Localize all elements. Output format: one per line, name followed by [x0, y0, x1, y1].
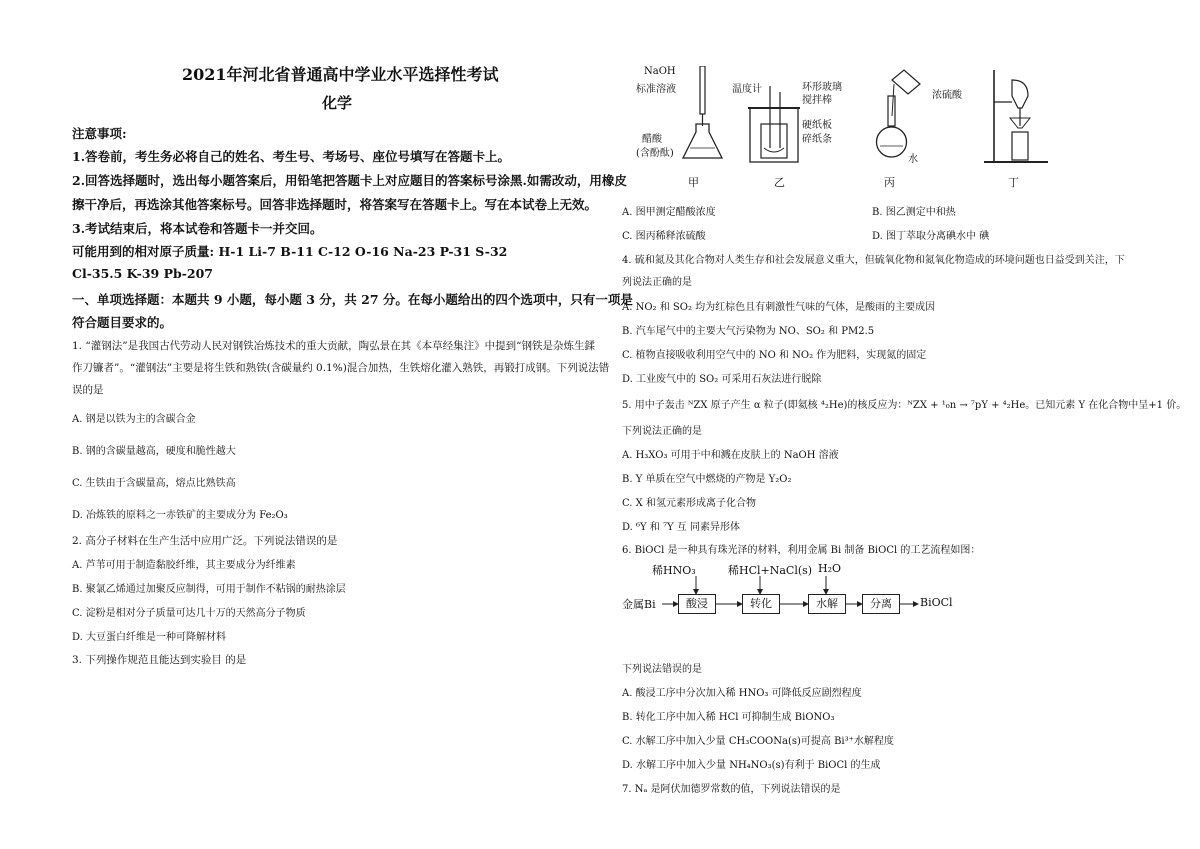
q4-option-a: A. NO₂ 和 SO₂ 均为红棕色且有刺激性气味的气体，是酸雨的主要成因: [622, 302, 936, 313]
fig-label-naoh: NaOH: [644, 66, 676, 77]
flow-arrows: [622, 562, 982, 622]
calorimeter-drawing: [748, 86, 802, 166]
fig-label-paper: 碎纸条: [802, 134, 832, 145]
subject-title: 化学: [322, 94, 353, 112]
q3-option-a: A. 图甲测定醋酸浓度: [622, 207, 716, 218]
q3-stem: 3. 下列操作规范且能达到实验目 的是: [72, 654, 247, 666]
q4-stem: 列说法正确的是: [622, 277, 692, 288]
q1-stem: 作刀镰者”。“灌钢法”主要是将生铁和熟铁(含碳量约 0.1%)混合加热，生铁熔化灌入熟铁，再锻打成钢。下列说法错: [72, 362, 610, 374]
q7-stem: 7. Nₐ 是阿伏加德罗常数的值，下列说法错误的是: [622, 784, 841, 795]
fig-label-h2so4: 浓硫酸: [932, 90, 962, 101]
flow-reagent-2: 稀HCl+NaCl(s): [728, 564, 813, 577]
q5-option-a: A. H₃XO₃ 可用于中和溅在皮肤上的 NaOH 溶液: [622, 450, 839, 461]
flow-reagent-3: H₂O: [818, 562, 842, 575]
q2-option-c: C. 淀粉是相对分子质量可达几十万的天然高分子物质: [72, 608, 306, 619]
fig-label-board: 硬纸板: [802, 120, 832, 131]
flow-step-separate: 分离: [862, 594, 900, 614]
q5-option-c: C. X 和氢元素形成离子化合物: [622, 498, 756, 509]
figure-yi: [732, 66, 882, 189]
q1-option-c: C. 生铁由于含碳量高，熔点比熟铁高: [72, 478, 236, 489]
fig-caption-yi: 乙: [774, 176, 785, 189]
dilution-drawing: [872, 66, 932, 166]
q6-ask: 下列说法错误的是: [622, 664, 702, 675]
fig-label-std: 标准溶液: [636, 84, 676, 95]
notice-heading: 注意事项:: [72, 126, 127, 141]
q2-option-a: A. 芦苇可用于制造黏胶纤维，其主要成分为纤维素: [72, 560, 296, 571]
q1-option-d: D. 冶炼铁的原料之一赤铁矿的主要成分为 Fe₂O₃: [72, 510, 288, 521]
notice-item: 1.答卷前，考生务必将自己的姓名、考生号、考场号、座位号填写在答题卡上。: [72, 149, 511, 164]
q4-option-c: C. 植物直接吸收利用空气中的 NO 和 NO₂ 作为肥料，实现氮的固定: [622, 350, 927, 361]
figure-bing: [872, 66, 982, 189]
atomic-masses: Cl-35.5 K-39 Pb-207: [72, 266, 213, 281]
q6-flow-diagram: [622, 562, 982, 622]
figure-ding: [982, 66, 1062, 189]
q1-option-b: B. 钢的含碳量越高，硬度和脆性越大: [72, 446, 236, 457]
flow-start: 金属Bi: [622, 598, 656, 611]
q6-option-a: A. 酸浸工序中分次加入稀 HNO₃ 可降低反应剧烈程度: [622, 688, 862, 699]
q6-option-b: B. 转化工序中加入稀 HCl 可抑制生成 BiONO₃: [622, 712, 835, 723]
q4-option-d: D. 工业废气中的 SO₂ 可采用石灰法进行脱除: [622, 374, 822, 385]
separatory-funnel-drawing: [982, 66, 1052, 166]
figure-jia: [636, 66, 736, 189]
flow-end: BiOCl: [920, 596, 953, 609]
fig-caption-bing: 丙: [884, 176, 895, 189]
q1-stem: 1. “灌钢法”是我国古代劳动人民对钢铁冶炼技术的重大贡献，陶弘景在其《本草经集注》中提到“钢铁是杂炼生鍒: [72, 340, 595, 352]
fig-label-thermo: 温度计: [732, 84, 762, 95]
burette-flask-drawing: [680, 66, 730, 166]
flow-step-hydrolysis: 水解: [808, 594, 846, 614]
section-heading: 一、单项选择题：本题共 9 小题，每小题 3 分，共 27 分。在每小题给出的四个选项中，只有一项是: [72, 292, 633, 307]
q6-option-c: C. 水解工序中加入少量 CH₃COONa(s)可提高 Bi³⁺水解程度: [622, 736, 894, 747]
q1-option-a: A. 钢是以铁为主的含碳合金: [72, 414, 196, 425]
q2-option-b: B. 聚氯乙烯通过加聚反应制得，可用于制作不粘锅的耐热涂层: [72, 584, 346, 595]
q6-stem: 6. BiOCl 是一种具有珠光泽的材料，利用金属 Bi 制备 BiOCl 的工艺流程如图：: [622, 545, 981, 556]
fig-label-acid: 醋酸: [642, 134, 662, 145]
fig-label-stirrer1: 环形玻璃: [802, 82, 842, 93]
q5-stem: 5. 用中子轰击 ᴺZX 原子产生 α 粒子(即氦核 ⁴₂He)的核反应为：ᴺZX + ¹₀n → ⁷pY + ⁴₂He。已知元素 Y 在化合物中呈+1 价。: [622, 400, 1187, 411]
notice-item: 2.回答选择题时，选出每小题答案后，用铅笔把答题卡上对应题目的答案标号涂黑.如需改动，用橡皮: [72, 173, 627, 188]
notice-item: 3.考试结束后，将本试卷和答题卡一并交回。: [72, 221, 323, 236]
flow-step-convert: 转化: [742, 594, 780, 614]
q2-stem: 2. 高分子材料在生产生活中应用广泛。下列说法错误的是: [72, 535, 338, 547]
q2-option-d: D. 大豆蛋白纤维是一种可降解材料: [72, 632, 227, 643]
fig-caption-jia: 甲: [688, 176, 699, 189]
section-heading: 符合题目要求的。: [72, 315, 173, 330]
fig-label-phenol: (含酚酞): [636, 148, 674, 159]
fig-label-water: 水: [908, 154, 918, 165]
q6-option-d: D. 水解工序中加入少量 NH₄NO₃(s)有利于 BiOCl 的生成: [622, 760, 881, 771]
q3-option-d: D. 图丁萃取分离碘水中 碘: [872, 231, 990, 242]
q1-stem: 误的是: [72, 384, 104, 396]
q4-option-b: B. 汽车尾气中的主要大气污染物为 NO、SO₂ 和 PM2.5: [622, 326, 875, 337]
fig-label-stirrer2: 搅拌棒: [802, 95, 832, 106]
flow-step-acid-leach: 酸浸: [678, 594, 716, 614]
q3-option-b: B. 图乙测定中和热: [872, 207, 956, 218]
q5-option-d: D. ⁶Y 和 ⁷Y 互 同素异形体: [622, 522, 740, 533]
q3-option-c: C. 图丙稀释浓硫酸: [622, 231, 706, 242]
fig-caption-ding: 丁: [1008, 176, 1019, 189]
flow-reagent-1: 稀HNO₃: [652, 564, 696, 577]
q4-stem: 4. 硫和氮及其化合物对人类生存和社会发展意义重大，但硫氧化物和氮氧化物造成的环境问题也日益受到关注，下: [622, 255, 1125, 266]
notice-item: 擦干净后，再选涂其他答案标号。回答非选择题时，将答案写在答题卡上。写在本试卷上无效。: [72, 197, 598, 212]
q5-stem: 下列说法正确的是: [622, 426, 702, 437]
q5-option-b: B. Y 单质在空气中燃烧的产物是 Y₂O₂: [622, 474, 792, 485]
atomic-masses: 可能用到的相对原子质量: H-1 Li-7 B-11 C-12 O-16 Na-23 P-31 S-32: [72, 244, 508, 259]
exam-title: 2021年河北省普通高中学业水平选择性考试: [182, 65, 499, 84]
